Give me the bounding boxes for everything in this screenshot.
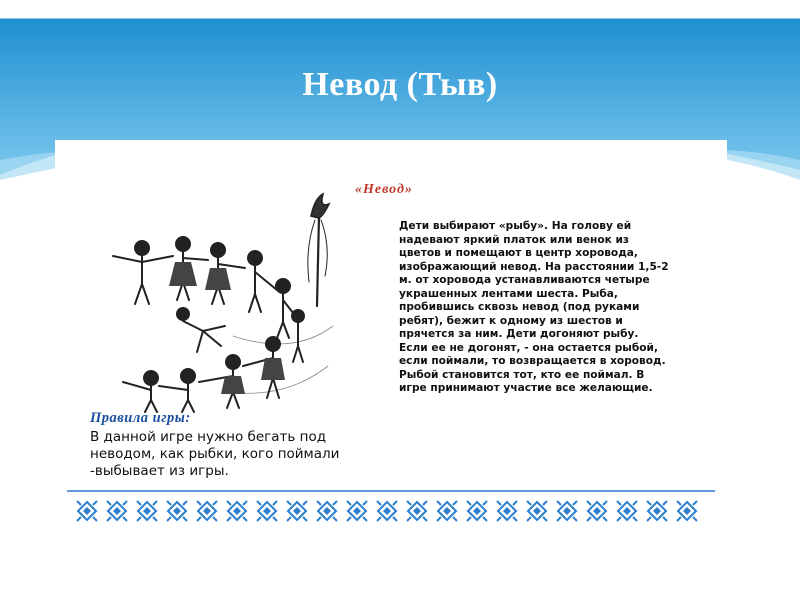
rules-line: В данной игре нужно бегать под bbox=[90, 429, 327, 445]
description-line: пробившись сквозь невод (под руками bbox=[399, 301, 640, 313]
description-line: Если ее не догонят, - она остается рыбой, bbox=[399, 341, 659, 354]
ornament-border-icon bbox=[67, 489, 715, 525]
description-line: цветов и помещают в центр хоровода, bbox=[399, 247, 638, 259]
description-line: если поймали, то возвращается в хоровод. bbox=[399, 355, 666, 367]
content-card bbox=[55, 140, 727, 580]
rules-line: неводом, как рыбки, кого поймали bbox=[90, 446, 340, 462]
children-circle-dance-illustration-icon bbox=[93, 186, 355, 414]
rules-text bbox=[90, 429, 390, 480]
description-line: игре принимают участие все желающие. bbox=[399, 382, 653, 394]
game-name: «Невод» bbox=[355, 182, 413, 197]
game-description bbox=[399, 220, 717, 396]
description-line: надевают яркий платок или венок из bbox=[399, 233, 630, 246]
rules-line: -выбывает из игры. bbox=[90, 463, 229, 479]
description-line: изображающий невод. На расстоянии 1,5-2 bbox=[399, 260, 669, 273]
description-line: Дети выбирают «рыбу». На голову ей bbox=[399, 220, 632, 232]
description-line: м. от хоровода устанавливаются четыре bbox=[399, 274, 650, 286]
rules-heading: Правила игры: bbox=[90, 410, 191, 426]
description-line: Рыбой становится тот, кто ее поймал. В bbox=[399, 368, 645, 381]
slide-title: Невод (Тыв) bbox=[302, 66, 498, 103]
description-line: прячется за ним. Дети догоняют рыбу. bbox=[399, 328, 639, 340]
description-line: ребят), бежит к одному из шестов и bbox=[399, 314, 623, 327]
description-line: украшенных лентами шеста. Рыба, bbox=[399, 287, 618, 300]
